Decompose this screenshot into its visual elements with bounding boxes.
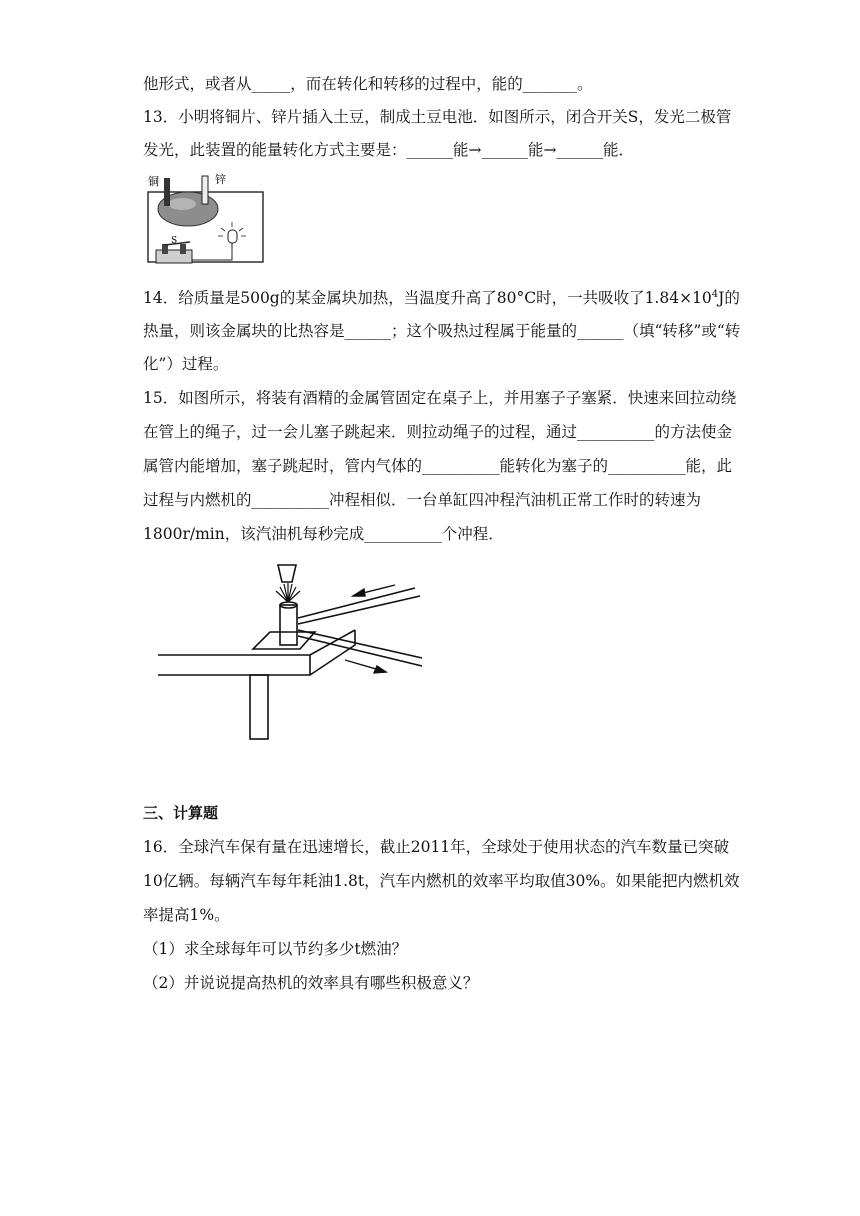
question-16-line-1: 16．全球汽车保有量在迅速增长，截止2011年，全球处于使用状态的汽车数量已突破 [143, 838, 730, 856]
question-14-line-2: 热量，则该金属块的比热容是______；这个吸热过程属于能量的______（填“转移”或“转 [143, 322, 741, 340]
switch-base [156, 250, 192, 263]
question-14-line-1 [143, 287, 740, 309]
question-text-line: 他形式，或者从_____，而在转化和转移的过程中，能的_______。 [143, 75, 593, 93]
pull-arrow-lower [345, 660, 386, 673]
question-15-line-1: 15．如图所示，将装有酒精的金属管固定在桌子上，并用塞子子塞紧．快速来回拉动绕 [143, 389, 737, 407]
q14-text-pre: 14．给质量是500g的某金属块加热，当温度升高了80°C时，一共吸收了1.84×10 [143, 289, 712, 307]
question-15-line-2: 在管上的绳子，过一会儿塞子跳起来．则拉动绳子的过程，通过__________的方法使金 [143, 423, 733, 441]
stopper [278, 565, 296, 582]
copper-plate [164, 178, 170, 206]
question-16-line-2: 10亿辆。每辆汽车每年耗油1.8t，汽车内燃机的效率平均取值30%。如果能把内燃机效 [143, 872, 740, 890]
q14-text-post: J的 [718, 289, 740, 307]
led-bulb [228, 230, 237, 243]
q14-exponent: 4 [711, 288, 719, 300]
zinc-plate [202, 176, 208, 204]
copper-label: 铜 [148, 175, 159, 188]
question-15-line-5: 1800r/min，该汽油机每秒完成__________个冲程． [143, 525, 504, 543]
question-15-line-4: 过程与内燃机的__________冲程相似．一台单缸四冲程汽油机正常工作时的转速为 [143, 491, 702, 509]
potato-battery-figure [142, 172, 268, 274]
switch-label: S [171, 236, 178, 246]
question-13-line-1: 13．小明将铜片、锌片插入土豆，制成土豆电池．如图所示，闭合开关S，发光二极管 [143, 108, 732, 126]
question-16-subquestion-2: （2）并说说提高热机的效率具有哪些积极意义？ [143, 974, 479, 992]
table-leg [250, 675, 268, 739]
question-16-subquestion-1: （1）求全球每年可以节约多少t燃油？ [143, 940, 408, 958]
question-15-line-3: 属管内能增加，塞子跳起时，管内气体的__________能转化为塞子的__________能，此 [143, 457, 733, 475]
section-heading-calculation: 三、计算题 [143, 804, 219, 822]
metal-tube [280, 605, 297, 645]
base-plate [253, 632, 315, 649]
question-16-line-3: 率提高1%。 [143, 906, 230, 924]
metal-tube-table-figure [150, 560, 430, 745]
zinc-label: 锌 [215, 173, 226, 186]
question-14-line-3: 化”）过程。 [143, 355, 229, 373]
question-13-line-2: 发光，此装置的能量转化方式主要是：______能→______能→______能． [143, 141, 634, 159]
